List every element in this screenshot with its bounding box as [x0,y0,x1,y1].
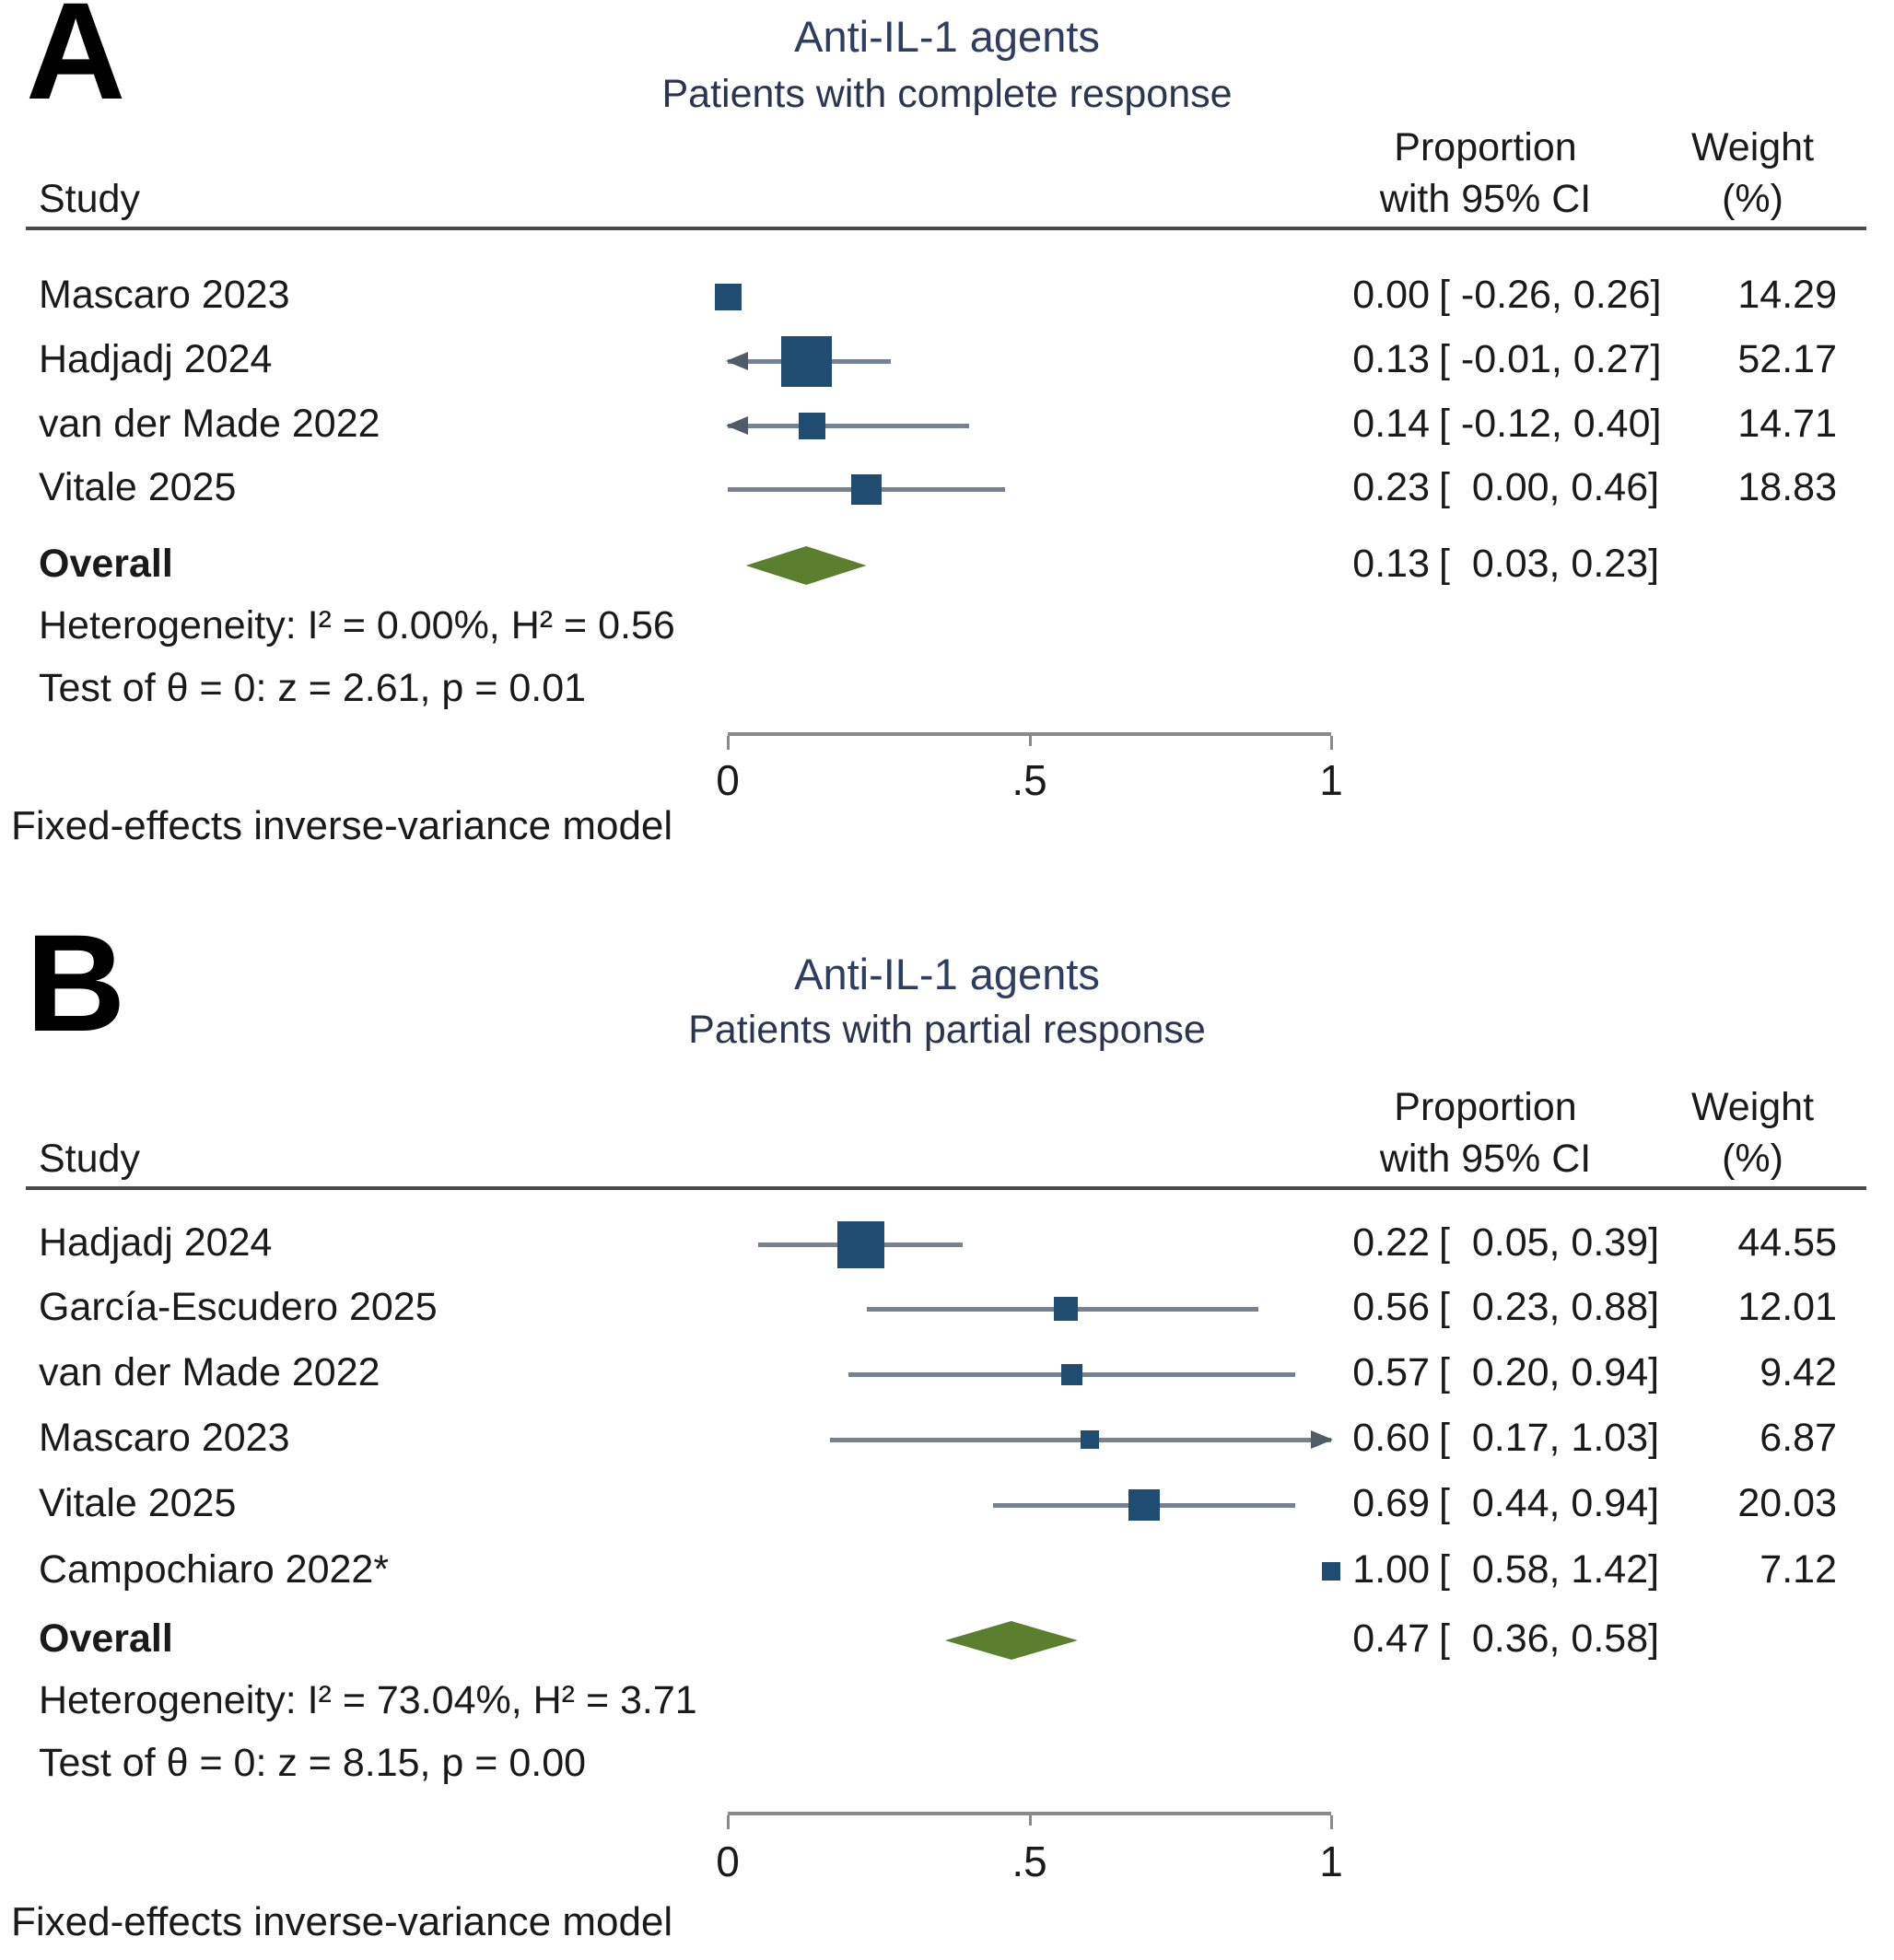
overall-label: Overall [39,542,173,586]
ci-value: [ 0.44, 0.94] [1439,1481,1660,1525]
ci-line [728,424,969,428]
study-label: van der Made 2022 [39,1350,380,1394]
estimate-value: 0.00 [1352,273,1430,317]
overall-diamond [945,1621,1078,1660]
study-label: Mascaro 2023 [39,273,290,317]
point-estimate-marker [781,336,832,387]
x-axis-tick [727,736,730,750]
estimate-value: 0.56 [1352,1285,1430,1329]
estimate-value: 0.57 [1352,1350,1430,1394]
model-note: Fixed-effects inverse-variance model [11,1899,673,1944]
ci-value: [ -0.26, 0.26] [1439,273,1662,317]
x-axis-tick [727,1815,730,1829]
column-header-study: Study [39,177,140,221]
overall-diamond [746,546,867,585]
panel-letter: A [26,0,126,128]
ci-value: [ 0.20, 0.94] [1439,1350,1660,1394]
row-values [1327,541,1837,589]
weight-value: 20.03 [1737,1481,1837,1525]
point-estimate-marker [837,1221,884,1268]
weight-value: 7.12 [1760,1547,1837,1592]
x-axis-tick [1330,736,1333,750]
estimate-value: 0.69 [1352,1481,1430,1525]
weight-value: 14.71 [1737,402,1837,446]
panel-a [0,0,1894,932]
weight-value: 14.29 [1737,273,1837,317]
ci-arrow-left-icon [726,352,748,370]
panel-b [0,905,1894,1960]
column-header-weight: Weight [1690,125,1815,169]
study-label: van der Made 2022 [39,402,380,446]
x-axis-tick [1029,736,1032,746]
point-estimate-marker [1128,1489,1160,1521]
row-values [1327,401,1837,449]
header-rule [26,227,1866,230]
chart-subtitle: Patients with partial response [688,1008,1206,1052]
row-values [1327,1415,1837,1463]
ci-value: [ 0.03, 0.23] [1439,542,1660,586]
x-axis-tick-label: .5 [1011,756,1047,804]
column-header-ci: with 95% CI [1379,1137,1592,1181]
test-stats: Test of θ = 0: z = 8.15, p = 0.00 [39,1741,587,1785]
estimate-value: 1.00 [1352,1547,1430,1592]
chart-title: Anti-IL-1 agents [794,950,1100,998]
column-header-proportion: Proportion [1394,125,1577,169]
estimate-value: 0.60 [1352,1416,1430,1460]
row-values [1327,1546,1837,1594]
estimate-value: 0.13 [1352,337,1430,381]
row-values [1327,336,1837,384]
row-values [1327,1219,1837,1267]
ci-value: [ -0.01, 0.27] [1439,337,1662,381]
estimate-value: 0.13 [1352,542,1430,586]
header-rule [26,1186,1866,1190]
ci-value: [ -0.12, 0.40] [1439,402,1662,446]
chart-title: Anti-IL-1 agents [794,12,1100,61]
ci-value: [ 0.23, 0.88] [1439,1285,1660,1329]
estimate-value: 0.14 [1352,402,1430,446]
ci-arrow-left-icon [726,416,748,435]
x-axis-tick-label: 1 [1319,756,1343,804]
x-axis-tick-label: 0 [716,756,740,804]
x-axis-tick-label: 0 [716,1838,740,1885]
point-estimate-marker [1081,1430,1099,1449]
point-estimate-marker [799,413,825,439]
study-label: García-Escudero 2025 [39,1285,438,1329]
ci-value: [ 0.00, 0.46] [1439,465,1660,509]
test-stats: Test of θ = 0: z = 2.61, p = 0.01 [39,666,587,710]
study-label: Vitale 2025 [39,1481,237,1525]
estimate-value: 0.23 [1352,465,1430,509]
weight-value: 52.17 [1737,337,1837,381]
ci-value: [ 0.58, 1.42] [1439,1547,1660,1592]
row-values [1327,464,1837,512]
ci-value: [ 0.17, 1.03] [1439,1416,1660,1460]
weight-value: 18.83 [1737,465,1837,509]
row-values [1327,1480,1837,1528]
column-header-proportion: Proportion [1394,1085,1577,1129]
estimate-value: 0.22 [1352,1220,1430,1265]
weight-value [1659,541,1837,589]
point-estimate-marker [1054,1297,1078,1321]
point-estimate-marker [1061,1364,1082,1385]
ci-value: [ 0.05, 0.39] [1439,1220,1660,1265]
x-axis-tick [1029,1815,1032,1826]
x-axis-tick [1330,1815,1333,1829]
study-label: Hadjadj 2024 [39,1220,273,1265]
point-estimate-marker [715,284,742,310]
study-label: Mascaro 2023 [39,1416,290,1460]
chart-subtitle: Patients with complete response [661,72,1233,116]
weight-value: 6.87 [1760,1416,1837,1460]
weight-value: 9.42 [1760,1350,1837,1394]
model-note: Fixed-effects inverse-variance model [11,803,673,848]
row-values [1327,272,1837,320]
weight-value [1659,1616,1837,1663]
column-header-weight-unit: (%) [1722,1137,1783,1181]
ci-value: [ 0.36, 0.58] [1439,1616,1660,1661]
study-label: Hadjadj 2024 [39,337,273,381]
heterogeneity-stats: Heterogeneity: I² = 0.00%, H² = 0.56 [39,603,675,648]
column-header-weight-unit: (%) [1722,177,1783,221]
row-values [1327,1349,1837,1397]
weight-value: 44.55 [1737,1220,1837,1265]
row-values [1327,1284,1837,1332]
overall-label: Overall [39,1616,173,1661]
study-label: Vitale 2025 [39,465,237,509]
column-header-study: Study [39,1137,140,1181]
point-estimate-marker [851,474,882,505]
heterogeneity-stats: Heterogeneity: I² = 73.04%, H² = 3.71 [39,1678,697,1722]
x-axis-tick-label: .5 [1011,1838,1047,1885]
row-values [1327,1616,1837,1663]
column-header-weight: Weight [1690,1085,1815,1129]
study-label: Campochiaro 2022* [39,1547,390,1592]
estimate-value: 0.47 [1352,1616,1430,1661]
x-axis-tick-label: 1 [1319,1838,1343,1885]
column-header-ci: with 95% CI [1379,177,1592,221]
weight-value: 12.01 [1737,1285,1837,1329]
panel-letter: B [26,905,126,1060]
